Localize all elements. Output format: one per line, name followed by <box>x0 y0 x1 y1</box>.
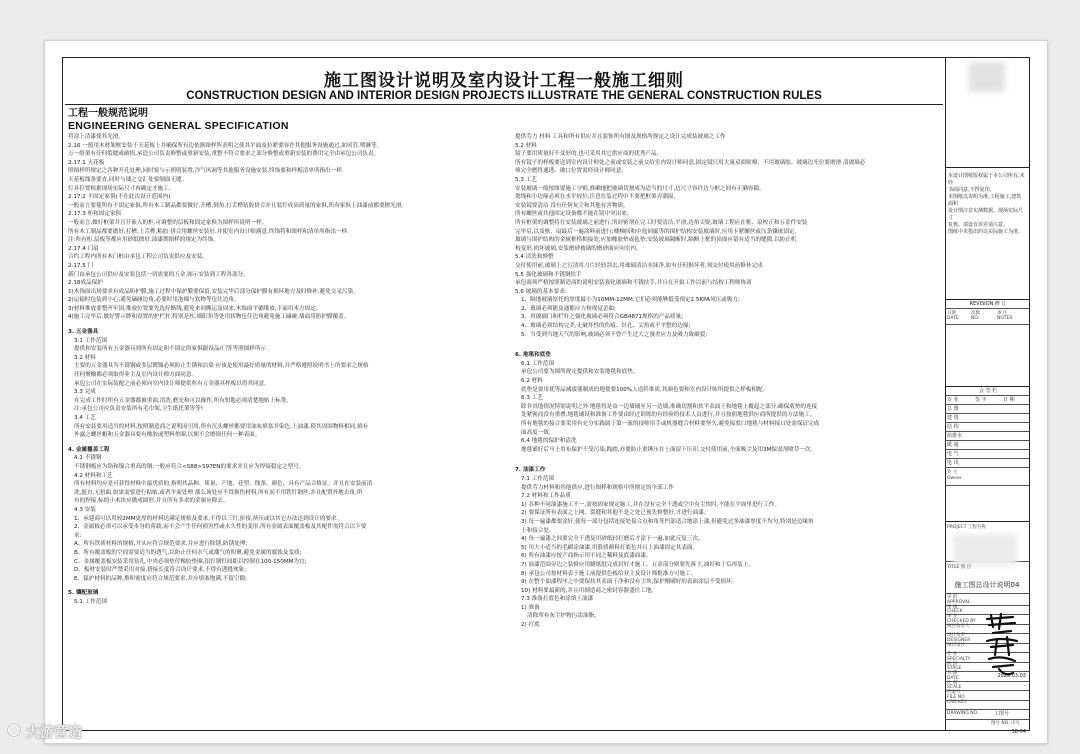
owner-row <box>945 468 1029 486</box>
note-line: 本图纸以说明为准,工程施工,建筑面积 <box>948 194 1022 207</box>
owner-label: 业 主 Owner <box>947 470 962 481</box>
role-label: 设计负责 DESIGNER <box>947 633 971 643</box>
drawing-frame <box>62 57 1030 735</box>
sheet-title: 施工图总设计说明04 <box>954 581 1020 589</box>
discipline-row <box>945 405 1029 414</box>
sign-columns <box>945 396 1029 405</box>
note-line: 图纸中未指出的以实际施工为准。 <box>948 229 1024 235</box>
spec-line: 底垫是要用优等品减震器制成的地毯要100%人造纤维质,其颜色要和室内设计师所提供之样板相配。 <box>521 386 769 393</box>
page-subtitle: CONSTRUCTION DESIGN AND INTERIOR DESIGN PROJECTS ILLUSTRATE THE GENERAL CONSTRUCTION RULES <box>186 90 822 102</box>
right-column <box>515 133 943 630</box>
spec-line: 除非其他情况特别说明之外 地毯将是由一边墙铺至另一边墙,准确切割和扶平表面上和地毯上覆起之部分,确保底垫的连接 <box>521 403 818 410</box>
spec-line: 外露之螺丝帽和五金器具要有橡胶或塑料垫圈,以便不会磨损任何一种表面。 <box>74 432 261 439</box>
discipline-label: 结 构 <box>947 424 959 430</box>
discipline-label: 电 讯 <box>947 460 959 466</box>
spec-line: 所有地毯的接合要采用有充分实践属于第一流的技师用手或机器缝合材料要坚久,避免接驳口地毯与材料接口处需保证完成 <box>521 421 820 427</box>
spec-line: 所有安装要用适当的材料,按照制造商之说明而引用,所有沉头螺丝都要用油灰填塞并染色,上油漆,使其周围物料相同,倘有 <box>74 423 369 430</box>
spec-line: 注:承包公司应负责安装所有毛巾架,卫生纸托架等等! <box>74 406 203 413</box>
spec-line: 所有镜子的样板要送到室内设计师处之前或安装之前交给室内设计师同意,固定镜只用大量双面贴棉、不用玻璃胶、玻璃边光位要磨滑 清玻璃必 <box>515 159 866 166</box>
note-line: 复核。请设有误差请注意。 <box>948 222 1009 228</box>
notes-box <box>945 168 1029 300</box>
spec-line: C、金属覆盖板安装采用钻孔,中央必须垫付橡胶垫圈,铝钉钢钉间距以控制在100-150MM为宜; <box>74 558 307 565</box>
spec-line: 照图样所规定之各种开孔处理,同时要与示照明装置,冷气风洞等其他服务设施安装,终饰要和样板清单所指出一样. <box>68 168 344 175</box>
spec-line: A、所有铁质材料的规格,开头应符合规范要求,并应进行除锈,防锈处理; <box>74 541 248 548</box>
spec-line: 3.4 工艺 <box>74 415 96 421</box>
spec-line: 面高度一致。 <box>521 429 555 436</box>
spec-line: 合约工程内所有木门框由承包工程公司负责供应及安装。 <box>68 254 208 261</box>
spec-line: 完毕后,以及框、扇最后一遍涂料前进行;楼梯间和中庭回廊等的围护结构安装玻璃时,应用卡紧螺丝或压条镶嵌固定. <box>515 228 797 235</box>
section-heading: 6. 地毯和底垫 <box>515 352 551 359</box>
spec-line: 5.3 工艺 <box>515 176 537 183</box>
sign-col-signature: 签 字 <box>975 397 987 403</box>
role-label: 审 批 APPROVAL <box>947 595 971 605</box>
spec-line: 1、隔地玻璃厚托的厚度最小为10MM-12MM,它们必须能够抵受预定2.5KPA风压或吸力; <box>521 297 740 304</box>
discipline-row <box>945 441 1029 450</box>
spec-line: 3) 每一遍漆都要涂好,使每一部分包括连接处接合点和角等凹部适合地涂上漆,但避免过多油漆厚度不均匀,特别是边缘角 <box>521 518 814 525</box>
left-column <box>68 133 496 606</box>
spec-line: 6) 所有油漆应按产商指示用不同之稀料及底漆面漆。 <box>521 553 652 560</box>
title-block <box>945 58 1029 735</box>
sheet-no-value: 38-04 <box>1011 729 1026 735</box>
spec-line: 4、玻璃必须结构完美,无破坏性的伤痕、针孔、尖角或不平整的边缘; <box>521 323 691 330</box>
spec-line: 4.1 不锈钢 <box>74 455 102 462</box>
spec-line: 安装玻璃一般按图要施工守则,准确地把玻璃切割成为适当的尺寸,边尺寸容许边与框之间有正确容隙。 <box>515 185 765 192</box>
spec-line: 3.2 材料 <box>74 354 96 361</box>
spec-line: 5.2 材料 <box>515 142 537 149</box>
spec-line: 求: <box>74 532 82 539</box>
spec-line: B、所有覆盖板的空间需要适当的透气,以防止任何水气或潮气的积聚,避免金属的腐蚀及变质; <box>74 549 302 556</box>
spec-line: 天花板线条要直,同时与墙之交汇处要制面无缝。 <box>68 176 188 183</box>
spec-line: 1) 准备 <box>521 604 540 611</box>
date-value: 2023.03.03 <box>997 673 1026 679</box>
spec-line: 所有框架的调整将在安装玻璃之前进行,所封密剂在完工时要清洁,平滑,边角尖锐,玻璃工程应在框、扇校正和五金件安装 <box>515 219 808 226</box>
spec-line: 7.1 工作范围 <box>521 475 555 482</box>
spec-line: 4)施工完毕后,做好警示牌和设置的护栏杆,特别是柱,墙阳角等处用软物包住边角避免施工磕碰,墙面用防护膜覆盖。 <box>68 314 350 321</box>
spec-line: D、板材安装时严禁采用对接,搭接长度符合设计要求,不得有透缝现象; <box>74 567 246 574</box>
spec-line: 镜子要用质量好不变形的,也可采用其它供应商的优秀产品。 <box>515 151 663 158</box>
note-line: 设计图注非实测数据。现场实际尺寸 <box>948 208 1024 221</box>
sign-header: 会 签 栏 <box>945 387 1029 396</box>
spec-line: 交付使用前,玻璃上之污渍用刀片轻轻刮去,用玻璃清洁水抹净,如有任何损坏者,须交付使用前修补完成 <box>515 262 763 269</box>
spec-line: 5) 用大小适当的毛刷涂油漆,用股质颜料打底色并且上油漆固定其表面。 <box>521 544 699 551</box>
watermark-text: 大游营造 <box>26 725 82 741</box>
spec-line: 灯具位置根据现场实际尺寸再确定才施工。 <box>68 185 175 192</box>
role-label: 审 定 CHECKED BY <box>947 614 976 624</box>
spec-line: 玻璃与围护结构的金属框格相接处,应加橡胶垫或毡垫;安装玻璃隔断时,隔断上框的顶面应留有适当的缝隙,以防止机 <box>515 237 797 244</box>
signature-stamp <box>983 611 1021 681</box>
spec-line: 6.4 地毯的保护和清洗 <box>521 438 577 445</box>
spec-line: 所有螺丝或其他固定设备都不能在镜中突出来。 <box>515 211 633 218</box>
sheet-no-label: 图号 NO. 序号 <box>991 721 1021 726</box>
spec-heading-en: ENGINEERING GENERAL SPECIFICATION <box>68 120 289 132</box>
spec-line: 2.17.1 天花板 <box>68 159 105 166</box>
spec-line: 2) 打底 <box>521 622 540 629</box>
spec-line: 2)运输时包装到小心,避免磕碰边角,必要时用泡棉与软物等包住边角。 <box>68 297 240 304</box>
title-label: TITLE 图 目 <box>947 565 972 570</box>
page-title: 施工图设计说明及室内设计工程一般施工细则 <box>324 71 684 91</box>
spec-line: 4) 每一遍漆之间要完全干透及用砂纸轻打磨后才涂下一遍,如此反复三次。 <box>521 536 704 543</box>
discipline-label: 给排水 <box>947 433 963 439</box>
spec-line: 6.1 工作范围 <box>521 360 555 367</box>
spec-line: 新门由承包公司供应及安装包括一切需要的五金,图示安装到工程各部分。 <box>68 271 249 278</box>
spec-heading-cn: 工程一般规范说明 <box>68 108 148 119</box>
spec-line: 5.1 工作范围 <box>74 598 108 605</box>
role-label: 比 例 SCALE <box>947 680 962 691</box>
discipline-row <box>945 450 1029 459</box>
spec-line: 承包商须严格按照制造商的说明安装强化玻璃和不锈扶手,并且在开始工作以前与结构工程师协商 <box>515 280 752 287</box>
spec-line: 4.3 安装 <box>74 506 96 513</box>
discipline-label: 暖 通 <box>947 442 959 448</box>
spec-line: 安装镜要清洁 没有任何灰尘和其他有害物质。 <box>515 202 629 209</box>
drawing-no-value: 工图号 <box>993 711 1009 717</box>
logo-area <box>945 58 1029 168</box>
spec-line: 7) 油漆范围旁边之装修应用蜡纸纸完成封好才施工。五金部分则要先拆下,油好和干后再装上。 <box>521 561 755 568</box>
discipline-row <box>945 459 1029 468</box>
role-label: 专 业 SPECIALTY <box>947 652 971 662</box>
spec-line: 6.2 材料 <box>521 378 543 385</box>
discipline-label: 建 筑 <box>947 415 959 421</box>
spec-line: 清除所有灰尘护物污渍油脂。 <box>527 613 600 620</box>
project-label: PROJECT 工程名称 <box>947 525 986 530</box>
spec-line: 不锈钢板应为铬和镍合重高的钢,一般应符合<S88>S97EN的要求并且应为焊接稳定之型号。 <box>74 463 305 470</box>
sheet-no-row <box>945 720 1029 735</box>
spec-line: 8) 承包公司按材料表于施工前提供色板给业主及设计师批准方可施工。 <box>521 570 697 577</box>
revision-rows <box>945 325 1029 387</box>
revision-header: REVISION 修 订 <box>945 300 1029 309</box>
role-label: 阶 段 STAGE <box>947 661 962 672</box>
drawing-no-row <box>945 710 1029 720</box>
spec-line: 3.3 完成 <box>74 389 96 396</box>
title-divider <box>65 104 943 105</box>
spec-line: 处紧密而没有重叠,地毯铺设和准备工作要由经过训练的有经验的技术人员进行,并且按照地毯供应商所提供的方法施工。 <box>521 412 816 419</box>
spec-line: 一般而言,做好框架并且开嵌入的柜,可调整的层板和固定家俱为图样所说明一样。 <box>68 219 268 226</box>
section-heading: 5. 镶配玻璃 <box>68 590 99 597</box>
spec-line: 10) 材料要最新的,并且用制造商之密封容器盛往工地。 <box>521 587 657 594</box>
spec-line: 1)木饰面出场要求有成品防护膜,施工过程中保护膜要保留,安装完毕后部分保护膜有损坏地方及时修补,避免交叉污染。 <box>68 288 359 295</box>
spec-line: E、保护材料的品种,堆积密度应符合规范要求,并应填塞饱满,不留空隙; <box>74 575 247 582</box>
revision-columns <box>945 309 1029 325</box>
spec-line: 2.18成品保护 <box>68 280 103 287</box>
spec-line: 地毯铺好后马上用布保护不受污染,践踏,亦要防止重锤压在上面留下压印,交付使用前,全面吸尘及用3M保弱剂喷草一次。 <box>521 446 817 453</box>
main-content <box>63 58 946 730</box>
sign-col-discipline: 专 业 <box>947 397 959 403</box>
spec-line: 划线和小边缘必须在水平较位,注意在装过程中不要把框架弄潮湿。 <box>515 194 679 201</box>
scale-value: - <box>1024 682 1026 689</box>
sign-col-date: 日 期 <box>1003 397 1015 403</box>
section-heading: 4. 金属覆盖工程 <box>68 446 110 453</box>
discipline-label: 电 气 <box>947 451 959 457</box>
spec-line: 所有材料均应是可获得材料中最优质的,指明其品种、质量、产地、花型、线条、颜色、具有产品合格证。并且在安装前清 <box>74 481 373 488</box>
spec-line: 提供和安装所有五金器具到所有固定和不固定的家俱跟设品/门等等照图样所示 <box>74 346 267 353</box>
role-label: 日 期 DATE <box>947 671 959 681</box>
spec-line: 5、当受到当地天气的影响,玻璃必须不曾产生过大之漫差应力及吸力致破裂; <box>521 331 708 338</box>
spec-line: 2.17.4 门扇 <box>68 245 99 252</box>
spec-line: 3)材料堆放要整齐牢固,堆放位置要先选好路线,避免来回搬运及周来,木饰面平躺堆放,下面用木方固定。 <box>68 305 322 312</box>
rev-col-no: 次数 NO. <box>971 311 980 321</box>
spec-line: 9) 在整个油漆程序之中要保持其表面干净和没有尘埃,保护刚刷好的表面涂层不受损坏。 <box>521 579 738 586</box>
spec-line: 1) 各种不同油漆施工不一,需按固家规定施工,并在没有完全干透或空中有尘埃时,不能在平面里进行工作。 <box>521 501 780 508</box>
role-label: CAD KEY <box>947 699 967 705</box>
spec-line: 所有木工制品都要做好,打槽,上舌榫,粘胶 拼合用螺丝安装好,并使室内设计师满意,终饰将和图样和清单所指出一样. <box>68 228 349 235</box>
spec-line: 承包公司在实际装配之前必须向室内设计师提供所有五金器具样板以得其同意。 <box>74 380 270 387</box>
spec-line: 有的焊接,标的小木块应做成圆形,并且所有多余的金属应除去。 <box>74 498 229 505</box>
role-label: 项目负责人 <box>947 623 970 629</box>
role-label: 审 核 CHECK <box>947 604 963 615</box>
spec-heading <box>68 108 289 132</box>
drawing-sheet <box>44 40 1048 744</box>
spec-line: 1、承建商可以用较2MM更厚的材料达满足规格及要求,不得以三钉,折接,挤压或以其它办法达到设计的要求。 <box>74 515 343 522</box>
role-row <box>945 596 1029 606</box>
spec-line: 万一组架有任何裂缝或破损,承造公司负责修整或重新安装,重整不符合要求之部分修整或重新安装的费用完全由承包公司负责。 <box>68 151 380 158</box>
rev-col-date: 日期 DATE <box>947 311 959 321</box>
spec-line: 任何聚酸都必须取得业主及室内设计师方面同意。 <box>74 372 198 379</box>
spec-line: 主要的五金器具为不锈钢或多层镀镍必须防止生锈和沾染 应该是使用最好质量的材料,并严格遵照说明书上所要求之规格 <box>74 363 369 370</box>
section-heading: 7. 油漆工作 <box>515 467 546 474</box>
spec-line: 5.6 玻璃的基本要求: <box>515 288 567 295</box>
spec-line: 5.4 清洗和修整 <box>515 254 554 261</box>
note-line: 书面同意,不得复印。 <box>948 187 995 193</box>
role-label: 档案号 FILE NO. <box>947 690 966 700</box>
spec-line: 2.16 一般用木材架框安装于天花板上并确保所有边依据图样所表明之使其平面及拉紧要容许其他服务设施通过,如风管,喷淋等。 <box>68 142 383 149</box>
spec-line: 6.3 工艺 <box>521 395 543 402</box>
spec-line: 上和接合处。 <box>521 527 555 534</box>
drawing-no-label: DRAWING NO. <box>947 711 979 716</box>
spec-line: 2、玻璃必须能及通都应力和视觉歪曲; <box>521 305 616 312</box>
spec-line: 2) 要保证所有表面之上网、裂缝和其他不是之处已预先修整好,才进行油漆。 <box>521 510 710 517</box>
discipline-row <box>945 432 1029 441</box>
spec-line: 将涂上清漆使其光滑。 <box>68 134 124 140</box>
discipline-row <box>945 414 1029 423</box>
rev-col-notes: 备 注 NOTES <box>997 311 1013 321</box>
spec-line: 7.3 准备打底色和涂填上油漆 <box>521 596 594 603</box>
spec-line: 提供劳力材料和其他供应,进行图样和规格中所规定的全部工作 <box>521 484 674 491</box>
spec-line: 在完成工作时所有五金器都被重油,清洗,磨光和可以操作,所有钥匙必须清楚地贴上标签。 <box>74 397 292 404</box>
role-row <box>945 701 1029 711</box>
spec-line: 须完全磨得通透、玻口位置需经设计师同意。 <box>515 168 627 175</box>
discipline-label: 总 图 <box>947 406 959 412</box>
spec-line: 3、用玻璃门和栏杆之强化玻璃必须符合GB4871规格的产品质量; <box>521 314 684 321</box>
spec-line: 4.2 材料和工艺 <box>74 472 113 479</box>
spec-line: 提供劳力 材料 工具和所有供应并且装饰所有图及规格所规定之设计完成装玻璃之工作 <box>515 134 726 140</box>
spec-line: 2.17.5 门 <box>68 262 94 269</box>
spec-line: 2、金属板必须可以承受本身的荷载,而不会产生任何损害性或永久性的变形,所有金属表面覆盖板及其配件需符合以下要 <box>74 524 367 531</box>
discipline-row <box>945 423 1029 432</box>
spec-line: 7.2 材料和工作品质 <box>521 493 571 500</box>
spec-line: 2.17.2 不固定家俱(不在此次设计范围内) <box>68 194 171 201</box>
spec-line: 构变形,损坏玻璃,安装磨砂玻璃的磨砂面应向室内。 <box>515 245 642 252</box>
watermark-icon <box>6 722 22 738</box>
spec-line: 3.1 工作范围 <box>74 337 108 344</box>
note-line: 本设计图纸版权属于本公司所有,未经 <box>948 173 1025 186</box>
spec-line: 5.5 强化玻璃和不锈钢扶手 <box>515 271 582 278</box>
role-label: 项目设计 <box>947 642 965 648</box>
section-heading: 3. 五金器具 <box>68 329 99 336</box>
spec-line: 注:所有柜,层板等都应用砂纸擦好,油漆期图样的规定为终饰。 <box>68 237 219 244</box>
owner-box <box>945 486 1029 522</box>
spec-line: 2.17.3 柜和固定家俱 <box>68 211 122 218</box>
spec-line: 承包公司要为图所规定提供和安装地毯和底垫。 <box>521 369 639 376</box>
spec-line: 一般而言要使所有不固定家俱,所有木工制品都要做好,开槽,倒角,打舌榫钻胶拼合并且装钉成高质量的家俱,所有家俱上油漆前都要擦光滑。 <box>68 202 407 209</box>
spec-line: 洗,挺直,无扭曲,如果需要进行粘贴,或者平面处理 那么该处应不得损伤材料,所有而不用铁钉钢丝,并且配置外地去角,所 <box>74 489 363 496</box>
